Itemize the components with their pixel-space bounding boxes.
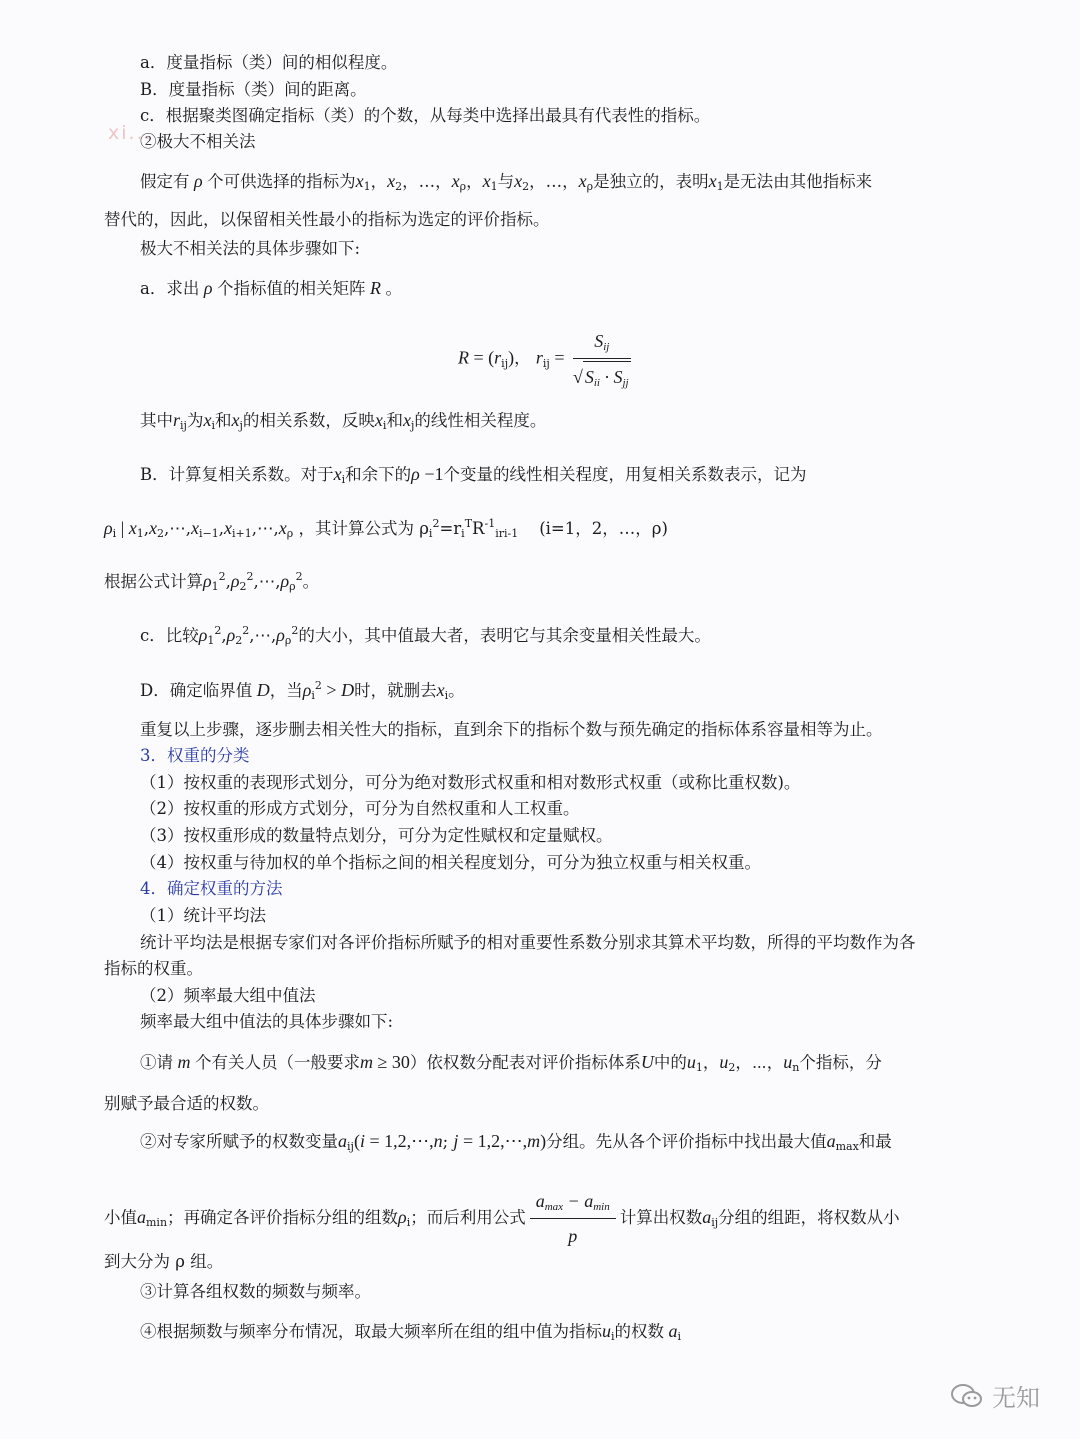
text-line: B．计算复相关系数。对于$x_i$和余下的ρ −1个变量的线性相关程度，用复相关系数表示，记为 [140, 464, 807, 486]
text-line: 根据公式计算$\rho_1^2,\rho_2^2,\cdots,\rho_\rho^2$。 [104, 570, 320, 593]
chat-bubbles-icon [950, 1382, 984, 1410]
text-line: ④根据频数与频率分布情况，取最大频率所在组的组中值为指标$u_i$的权数 $a_i$ [140, 1321, 682, 1343]
text-line: （2）频率最大组中值法 [140, 986, 316, 1005]
text-line: 小值$a_{min}$；再确定各评价指标分组的组数$\rho_i$；而后利用公式 $\frac{a_{max} - a_{min}}{p}$ 计算出权数$a_{ij}$分组的组距，将权数从小 [104, 1186, 900, 1251]
text-line: 别赋予最合适的权数。 [104, 1094, 269, 1113]
text-line: 统计平均法是根据专家们对各评价指标所赋予的相对重要性系数分别求其算术平均数，所得的平均数作为各 [140, 933, 916, 952]
text-line: 极大不相关法的具体步骤如下: [140, 239, 361, 258]
text-line: 假定有 ρ 个可供选择的指标为$x_1$，$x_2$，…，$x_\rho$，$x_1$与$x_2$，…，$x_\rho$是独立的，表明$x_1$是无法由其他指标来 [140, 171, 873, 193]
text-line: $\rho_i$ | $x_1,x_2,\cdots,x_{i-1},x_{i+1},\cdots,x_\rho$ ，其计算公式为 $\rho_i^2=r_i^TR^{-1}_{iri-1}$ (i=1，2，…，ρ) [104, 517, 668, 540]
text-line: （3）按权重形成的数量特点划分，可分为定性赋权和定量赋权。 [140, 826, 613, 845]
text-line: B．度量指标（类）间的距离。 [140, 80, 367, 99]
text-line: c．比较$\rho_1^2,\rho_2^2,\cdots,\rho_\rho^2$的大小，其中值最大者，表明它与其余变量相关性最大。 [140, 624, 711, 647]
formula-correlation-matrix: $R = (r_{ij})$， $r_{ij}$ = $\frac{S_{ij}}{√ S_{ii} \cdot S_{jj}}$ [458, 326, 635, 392]
logo-text: 无知 [992, 1384, 1040, 1412]
text-line: ③计算各组权数的频数与频率。 [140, 1282, 371, 1301]
text-line: ②极大不相关法 [140, 132, 256, 151]
text-line: （1）统计平均法 [140, 906, 266, 925]
text-line: （2）按权重的形成方式划分，可分为自然权重和人工权重。 [140, 799, 580, 818]
text-line: 指标的权重。 [104, 959, 203, 978]
text-line: ①请 m 个有关人员（一般要求m ≥ 30）依权数分配表对评价指标体系U中的$u_1$，$u_2$，⋯，$u_n$个指标，分 [140, 1052, 882, 1074]
text-line: D．确定临界值 D，当$\rho_i^2 > D$时，就删去$x_i$。 [140, 679, 465, 702]
text-line: 其中$r_{ij}$为$x_i$和$x_j$的相关系数，反映$x_i$和$x_j$的线性相关程度。 [140, 410, 547, 432]
wechat-logo [950, 1378, 1040, 1413]
text-line: 重复以上步骤，逐步删去相关性大的指标，直到余下的指标个数与预先确定的指标体系容量相等为止。 [140, 720, 883, 739]
watermark: xi... [108, 122, 153, 144]
text-line: 替代的，因此，以保留相关性最小的指标为选定的评价指标。 [104, 210, 550, 229]
text-line: a．求出 ρ 个指标值的相关矩阵 R 。 [140, 278, 402, 298]
text-line: ②对专家所赋予的权数变量$a_{ij}(i$ = 1,2,⋯,n; j = 1,2,⋯,m)分组。先从各个评价指标中找出最大值$a_{max}$和最 [140, 1131, 892, 1153]
section-heading: 4．确定权重的方法 [140, 879, 283, 898]
text-line: a．度量指标（类）间的相似程度。 [140, 53, 398, 72]
text-line: 频率最大组中值法的具体步骤如下: [140, 1012, 394, 1031]
text-line: c．根据聚类图确定指标（类）的个数，从每类中选择出最具有代表性的指标。 [140, 106, 711, 125]
text-line: （1）按权重的表现形式划分，可分为绝对数形式权重和相对数形式权重（或称比重权数)。 [140, 773, 801, 792]
text-line: 到大分为 ρ 组。 [104, 1252, 224, 1271]
text-line: （4）按权重与待加权的单个指标之间的相关程度划分，可分为独立权重与相关权重。 [140, 853, 761, 872]
section-heading: 3．权重的分类 [140, 746, 250, 765]
